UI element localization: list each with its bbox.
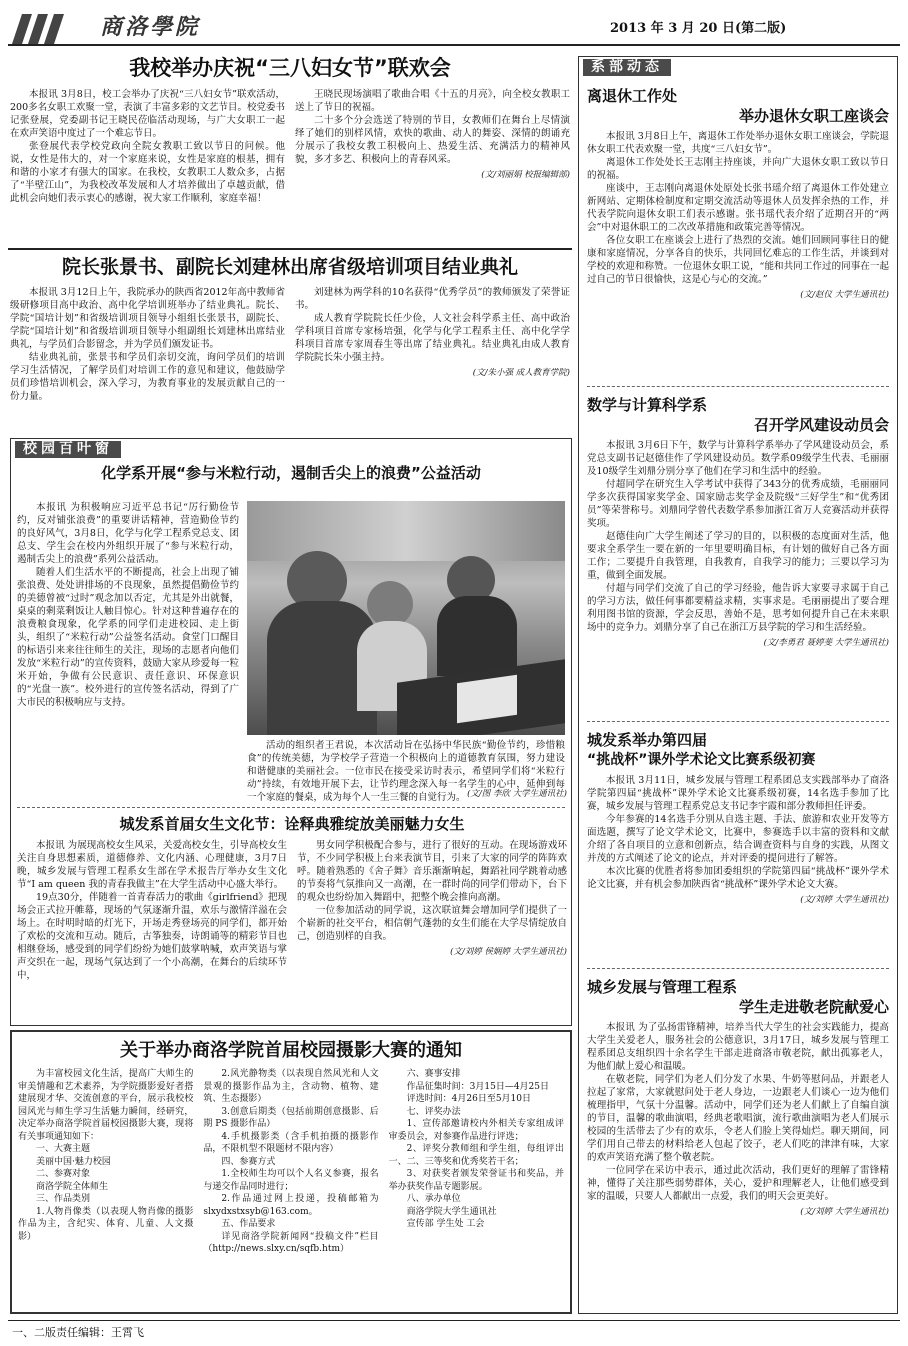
article-math-study-title-line: 数学与计算科学系 — [587, 396, 708, 414]
article-women-day — [10, 54, 570, 244]
notice-line: 2.作品通过网上投递，投稿邮箱为 slxydxstxsyb@163.com。 — [203, 1194, 379, 1217]
article-girls-festival-para: 19点30分，伴随着一首青春活力的歌曲《girlfriend》把现场会正式拉开帷幕，现场的气氛逐渐升温，欢乐与激情洋溢在会场上。在时明时暗的灯光下，开场走秀登场亮的同学们，都开始了欢松的交流和互动。随后，古筝独奏，诗朗诵等的精彩节目也相继登场，感受到的同学们纷纷为她们鼓掌呐喊，欢声笑语与掌声交织在一起，现场气氛达到了一个小高潮，在舞台的后续环节中， — [17, 892, 287, 981]
notice-line: 作品征集时间：3月15日—4月25日 — [406, 1081, 550, 1092]
article-math-study — [587, 395, 889, 713]
notice-line: 3、对获奖者颁发荣誉证书和奖品，并举办获奖作品专题影展。 — [388, 1169, 564, 1192]
notice-line: 评选时间：4月26日至5月10日 — [406, 1094, 532, 1104]
article-women-day-para: 二十多个分会选送了特别的节目，女教师们在舞台上尽情演绎了她们的别样风情，欢快的歌曲、动人的舞姿、深情的朗诵充分展示了我校女教工积极向上、热爱生活、充满活力的精神风貌，多才多艺、积极向上的青春风采。 — [295, 115, 570, 165]
article-retired-women-para: 各位女职工在座谈会上进行了热烈的交流。她们回顾同事往日的健康和家庭情况，分享各自的快乐，共同回忆难忘的工作生活，并谈到对学校的欢迎和称赞。一位退休女职工说，“能和共同工作过的同事在一起过自己的节日很愉快，这是心与心的交流。” — [587, 235, 889, 285]
article-rice-campaign-title: 化学系开展“参与米粒行动，遏制舌尖上的浪费”公益活动 — [101, 464, 481, 482]
notice-line: 三、作品类别 — [36, 1194, 91, 1204]
article-women-day-para: 王晓民现场演唱了歌曲合唱《十五的月亮》，向全校女教职工送上了节日的祝福。 — [295, 89, 570, 113]
footer-editor: 一、二版责任编辑：王霄飞 — [12, 1326, 144, 1339]
article-training-ceremony-title: 院长张景书、副院长刘建林出席省级培训项目结业典礼 — [61, 256, 518, 278]
article-challenge-cup-byline: (文/刘婷 大学生通讯社) — [800, 895, 889, 905]
notice-line: 六、赛事安排 — [406, 1069, 461, 1079]
notice-line: 二、参赛对象 — [36, 1169, 91, 1179]
masthead-date: 2013 年 3 月 20 日(第二版) — [610, 21, 787, 36]
photo-contest-notice — [10, 1030, 572, 1314]
notice-line: 四、参赛方式 — [221, 1156, 276, 1167]
article-rice-campaign-para: 本报讯 为积极响应习近平总书记“厉行勤俭节约，反对铺张浪费”的重要讲话精神，营造勤俭节约的良好风气，3月8日，化学与化学工程系党总支、团总支、学生会在校内外组织开展了“参与米粒行动，遏制舌尖上的浪费”系列公益活动。 — [17, 502, 239, 565]
notice-line: 详见商洛学院新闻网“投稿文件”栏目（http://news.slxy.cn/sqfb.htm） — [203, 1231, 379, 1254]
notice-line: 1.人物肖像类（以表现人物肖像的摄影作品为主，含纪实、体育、儿童、人文摄影） — [18, 1206, 194, 1242]
article-nursing-home — [587, 977, 889, 1293]
notice-line: 美丽中国·魅力校园 — [36, 1156, 111, 1167]
campus-section — [10, 438, 572, 1026]
notice-line: 1.全校师生均可以个人名义参赛，报名与递交作品同时进行； — [203, 1169, 379, 1192]
article-nursing-home-title-line: 学生走进敬老院献爱心 — [738, 998, 889, 1016]
article-retired-women-para: 离退休工作处处长王志刚主持座谈，并向广大退休女职工致以节日的祝福。 — [587, 157, 889, 181]
notice-line: 2.风光静物类（以表现自然风光和人文景观的摄影作品为主，含动物、植物、建筑、生态摄影） — [203, 1069, 379, 1104]
notice-line: 七、评奖办法 — [406, 1106, 461, 1117]
notice-line: 3.创意后期类（包括前期创意摄影、后期 PS 摄影作品） — [203, 1106, 379, 1129]
article-math-study-para: 赵德佳向广大学生阐述了学习的目的，以积极的态度面对生活，他要求全系学生一要在新的一年里要明确目标，有计划的做好自己各方面工作；二要提升自我管理，自我教育，自我学习的能力；三要以学习为重，做到全面发展。 — [587, 531, 889, 581]
campus-section-tab: 校园百叶窗 — [15, 441, 121, 458]
article-girls-festival-para: 一位参加活动的同学说，这次联谊舞会增加同学们提供了一个崭新的社交平台，相信朝气蓬勃的女生们能在大学尽情绽放自己，创造别样的自我。 — [297, 905, 567, 942]
department-news-tab: 系部动态 — [583, 59, 671, 76]
notice-line: 商洛学院大学生通讯社 — [406, 1206, 497, 1217]
notice-line: 4.手机摄影类（含手机拍摄的摄影作品，不限机型不限题材不限内容） — [203, 1131, 379, 1154]
article-nursing-home-para: 在敬老院，同学们为老人们分发了水果、牛奶等慰问品，并跟老人拉起了家常，大家就慰问处于老人身边，一边跟老人们谈心一边为他们梳理指甲，气氛十分温馨。活动中，同学们还为老人们献上了自编自演的节目，温馨的歌曲演唱，经典老歌唱演，流行歌曲演唱为老人们展示校园的生活带去了少有的欢乐，令老人们脸上笑得灿烂。聊天期间，同学们用自己带去的材料给老人包起了饺子，老人们吃的津津有味，大家的欢声笑语充满了整个敬老院。 — [587, 1074, 889, 1163]
notice-line: 2、评奖分教师组和学生组，每组评出一、二、三等奖和优秀奖若干名； — [388, 1144, 564, 1167]
article-retired-women — [587, 80, 889, 378]
article-training-ceremony-para: 本报讯 3月12日上午，我院承办的陕西省2012年高中教师省级研修项目高中政治、高中化学培训班举办了结业典礼。院长、学院“国培计划”和省级培训项目领导小组组长张景书，副院长、学院“国培计划”和省级培训项目领导小组副组长刘建林出席结业典礼，与学员们合影留念，并为学员们颁发证书。 — [10, 287, 285, 350]
article-girls-festival-byline: (文/刘婷 侯娴婷 大学生通讯社) — [450, 947, 567, 957]
article-retired-women-para: 座谈中，王志刚向离退休处原处长张书瑶介绍了离退休工作处建立新网站、定期体检制度和定期交流活动等退休人员发挥余热的工作，并代表学院向退休女职工们表示感谢。张书瑶代表介绍了近期召开的“两会”中对退休职工的二次改革措施和政策完善等情况。 — [587, 183, 889, 233]
article-girls-festival-para: 本报讯 为展现高校女生风采，关爱高校女生，引导高校女生关注自身思想素质，道德修养、文化内涵、心理健康，3月7日晚，城乡发展与管理工程系女生部在学术报告厅举办女生文化节“I am queen 我的青春我做主”在大学生活动中心盛大举行。 — [17, 840, 287, 890]
article-training-ceremony — [10, 254, 570, 434]
article-nursing-home-byline: (文/刘婷 大学生通讯社) — [800, 1207, 889, 1217]
article-math-study-para: 本报讯 3月6日下午，数学与计算科学系举办了学风建设动员会，系党总支副书记赵德佳作了学风建设动员。数学系09级学生代表、毛丽丽及10级学生刘鼎分别分享了他们在学习和生活中的经验。 — [587, 440, 889, 477]
article-rice-campaign-para: 活动的组织者王君说，本次活动旨在弘扬中华民族“勤俭节约，珍惜粮食”的传统美德，为学校学子营造一个积极向上的道德教育氛围，努力建设和谐健康的美丽社会。一位市民在接受采访时表示，希望同学们将“米粒行动”持续，有效地开展下去，让节约理念深入每一名学生的心中，延伸到每一个家庭的餐桌，成为每个人一生三餐的自觉行为。 — [247, 740, 565, 803]
article-retired-women-title-line: 离退休工作处 — [587, 87, 678, 105]
article-women-day-title: 我校举办庆祝“三八妇女节”联欢会 — [129, 56, 451, 80]
article-training-ceremony-para: 结业典礼前，张景书和学员们亲切交流，询问学员们的培训学习生活情况，了解学员们对培训工作的意见和建议，他鼓励学员们珍惜培训机会，深入学习，为教育事业的发展贡献自己的一份力量。 — [10, 352, 285, 402]
article-challenge-cup-title-line: 城发系举办第四届 — [587, 731, 708, 749]
article-math-study-para: 付超与同学们交流了自己的学习经验，他告诉大家要寻求属于自己的学习方法，做任何事都要精益求精，实事求是。毛丽丽提出了要合理利用图书馆的资源，学会反思，善始不是，思考如何提升自己在未来职场中的竞争力。刘鼎分享了自己在浙江万县学院的学习和生活经验。 — [587, 583, 889, 633]
notice-line: 宣传部 学生处 工会 — [406, 1219, 485, 1229]
notice-line: 一、大赛主题 — [36, 1144, 91, 1154]
article-retired-women-para: 本报讯 3月8日上午，离退休工作处举办退休女职工座谈会，学院退休女职工代表欢聚一堂，共度“三八妇女节”。 — [587, 131, 889, 155]
article-challenge-cup-para: 本次比赛的优胜者将参加团委组织的学院第四届“挑战杯”课外学术论文比赛，并有机会参加陕西省“挑战杯”课外学术论文大赛。 — [587, 866, 889, 890]
article-challenge-cup-para: 今年参赛的14名选手分别从自选主题、手法、旅游和农业开发等方面选题，撰写了论文学术论文，比赛中，参赛选手以丰富的资料和文献介绍了各自项目的立意和创新点，结合调查资料与自身的实践，从图文并茂的方式阐述了论文的论点，并对评委的提问进行了解答。 — [587, 814, 889, 864]
article-women-day-byline: (文/刘丽娟 校报编辑部) — [481, 170, 570, 180]
article-math-study-title-line: 召开学风建设动员会 — [753, 416, 889, 434]
notice-line: 八、承办单位 — [406, 1194, 461, 1204]
article-women-day-para: 本报讯 3月8日，校工会举办了庆祝“三八妇女节”联欢活动，200多名女职工欢聚一堂，表演了丰富多彩的文艺节目。校党委书记张登展，党委副书记王晓民莅临活动现场，与广大女职工一起在欢声笑语中度过了一个难忘节日。 — [10, 89, 285, 139]
notice-line: 五、作品要求 — [221, 1219, 276, 1229]
article-challenge-cup-title-line: “挑战杯”课外学术论文比赛系级初赛 — [587, 752, 816, 768]
article-challenge-cup — [587, 730, 889, 960]
article-retired-women-title-line: 举办退休女职工座谈会 — [738, 107, 889, 125]
article-retired-women-byline: (文/赵仪 大学生通讯社) — [800, 290, 889, 300]
article-rice-campaign-para: 随着人们生活水平的不断提高，社会上出现了铺张浪费、处处讲排场的不良现象，虽然提倡勤俭节约的美德曾被“过时”观念加以否定，尤其是外出就餐，桌桌的剩菜剩饭让人触目惊心。针对这种普遍存在的浪费粮食现象，化学系的同学们走进校园、走上街头，组织了“米粒行动”公益签名活动。食堂门口醒目的标语引来来往往师生的关注，现场的志愿者向他们发放“米粒行动”的宣传资料，鼓励大家从珍爱每一粒米开始，争做有公民意识、责任意识、环保意识的“光盘一族”。校外进行的宣传签名活动，得到了广大市民的积极响应与支持。 — [17, 567, 239, 708]
notice-line: 为丰富校园文化生活，提高广大师生的审美情趣和艺术素养，为学院摄影爱好者搭建展现才华、交流创意的平台，展示我校校园风光与师生学习生活魅力瞬间，经研究，决定举办商洛学院首届校园摄影大赛，现将有关事项通知如下： — [18, 1069, 194, 1142]
photo-contest-notice-title: 关于举办商洛学院首届校园摄影大赛的通知 — [120, 1040, 462, 1061]
department-news — [578, 56, 898, 1314]
masthead-stripes — [12, 14, 92, 44]
notice-line: 1、宣传部邀请校内外相关专家组成评审委员会，对参赛作品进行评选； — [388, 1119, 564, 1142]
article-women-day-para: 张登展代表学校党政向全院女教职工致以节日的问候。他说，女性是伟大的，对一个家庭来说，女性是家庭的根基，拥有和谐的小家才有强大的国家。在我校，女教职工人数众多，占据了“半壁江山”，为我校改革发展和人才培养做出了卓越贡献，借此机会向她们表示衷心的感谢，祝大家工作顺利，家庭幸福！ — [10, 141, 285, 204]
article-rice-campaign-byline: (文/图 李欣 大学生通讯社) — [467, 789, 567, 799]
article-training-ceremony-para: 刘建林为两学科的10名获得“优秀学员”的教师颁发了荣誉证书。 — [295, 287, 570, 311]
notice-line: 商洛学院全体师生 — [36, 1181, 109, 1192]
article-math-study-para: 付超同学在研究生入学考试中获得了343分的优秀成绩，毛丽丽同学多次获得国家奖学金、国家励志奖学金及院级“三好学生”和“优秀团员”等荣誉称号。刘鼎同学曾代表数学系参加浙江省万人竞赛活动并获得奖项。 — [587, 479, 889, 529]
article-math-study-byline: (文/李勇君 聂婷斐 大学生通讯社) — [763, 638, 889, 648]
article-girls-festival-title: 城发系首届女生文化节：诠释典雅绽放美丽魅力女生 — [119, 815, 465, 833]
article-nursing-home-para: 一位同学在采访中表示，通过此次活动，我们更好的理解了雷锋精神，懂得了关注那些弱势群体，关心，爱护和理解老人，让他们感受到家的温暖，只要人人都献出一点爱，我们的明天会更美好。 — [587, 1165, 889, 1202]
rice-campaign-photo — [247, 501, 565, 735]
article-training-ceremony-byline: (文/朱小强 成人教育学院) — [472, 368, 570, 378]
masthead-logo: 商洛學院 — [100, 14, 201, 40]
article-training-ceremony-para: 成人教育学院院长任少俭，人文社会科学系主任、高中政治学科项目首席专家杨培强，化学与化学工程系主任、高中化学学科项目首席专家周春生等出席了结业典礼。结业典礼由成人教育学院院长朱小强主持。 — [295, 313, 570, 363]
article-challenge-cup-para: 本报讯 3月11日，城乡发展与管理工程系团总支实践部举办了商洛学院第四届“挑战杯”课外学术论文比赛系级初赛，14名选手参加了比赛，城乡发展与管理工程系党总支书记李宇霞和部分教师担任评委。 — [587, 775, 889, 812]
article-girls-festival-para: 男女同学积极配合参与，进行了很好的互动。在现场游戏环节，不少同学积极上台来表演节目，引来了大家的同学的阵阵欢呼。随着熟悉的《舍子舞》音乐渐渐响起，舞蹈社同学跳着动感的节奏将气氛推向又一高潮，在一群时尚的同学们带动下，台下的观众也纷纷加入舞蹈中，把整个晚会推向高潮。 — [297, 840, 567, 903]
article-nursing-home-para: 本报讯 为了弘扬雷锋精神，培养当代大学生的社会实践能力，提高大学生关爱老人，服务社会的公德意识，3月17日，城乡发展与管理工程系团总支组织四十余名学生干部走进商洛市敬老院，献出孤寡老人，为他们献上爱心和温暖。 — [587, 1022, 889, 1072]
article-nursing-home-title-line: 城乡发展与管理工程系 — [587, 978, 738, 996]
masthead — [0, 0, 908, 50]
